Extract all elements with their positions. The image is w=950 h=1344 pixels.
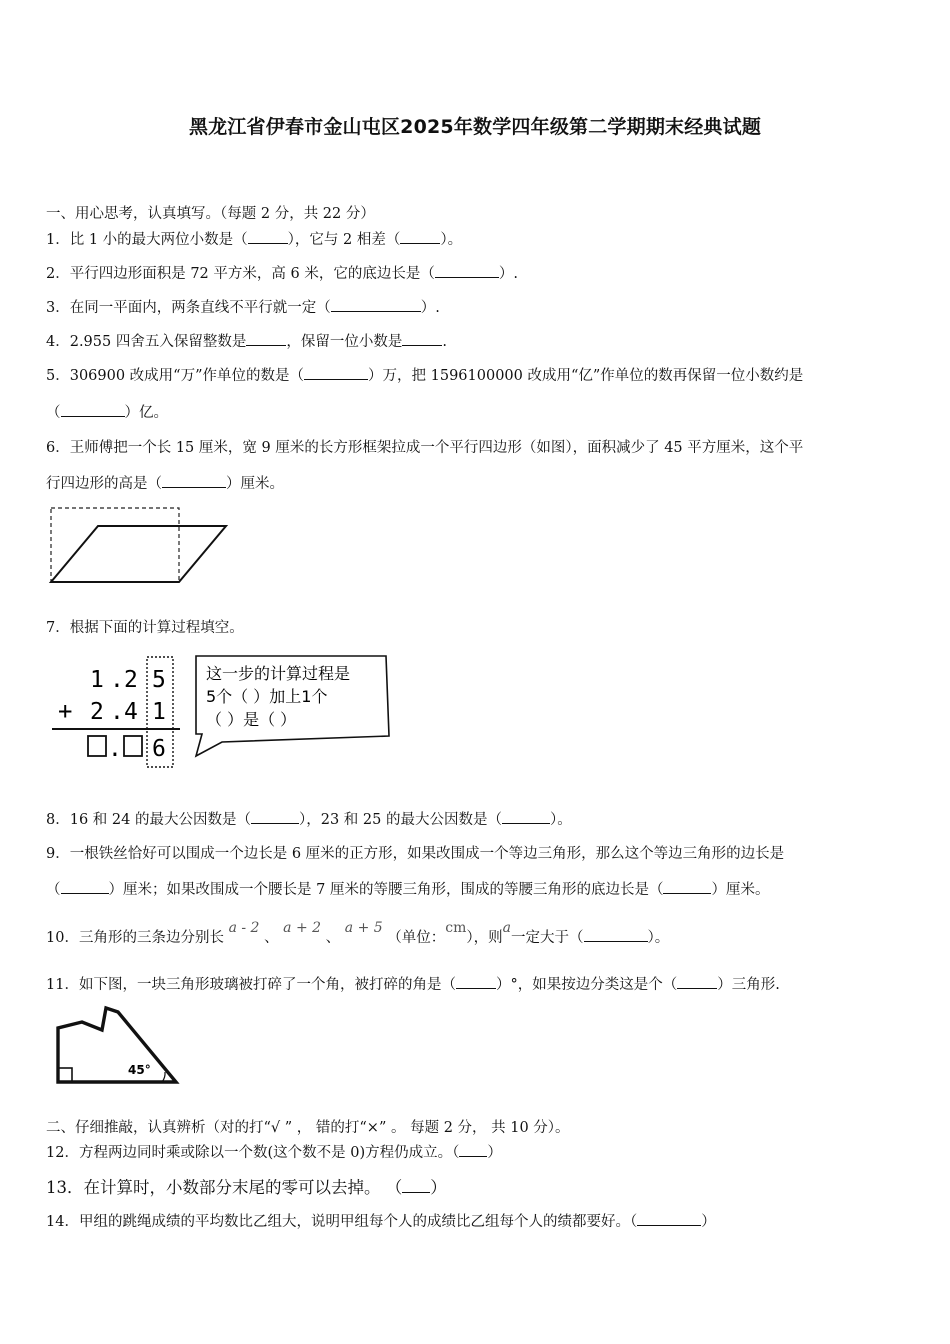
question-5: 5．306900 改成用“万”作单位的数是（ ）万，把 1596100000 改成用“亿”作单位的数再保留一位小数约是 [46, 368, 804, 384]
answer-blank[interactable] [584, 941, 648, 942]
right-angle-mark [58, 1068, 72, 1082]
question-6: 6．王师傅把一个长 15 厘米，宽 9 厘米的长方形框架拉成一个平行四边形（如图），面积减少了 45 平方厘米，这个平 [46, 440, 804, 456]
bubble-text-3: （ ）是（ ） [206, 710, 297, 729]
broken-triangle [58, 1008, 176, 1082]
digit: 2 [124, 667, 138, 693]
section-1-heading: 一、用心思考，认真填写。（每题 2 分，共 22 分） [46, 206, 375, 222]
decimal-point: . [110, 667, 124, 693]
answer-blank[interactable] [677, 988, 717, 989]
question-11: 11．如下图，一块三角形玻璃被打碎了一个角，被打碎的角是（ ）°，如果按边分类这是个（ ）三角形. [46, 977, 780, 993]
question-6-cont: 行四边形的高是（ ）厘米。 [46, 476, 284, 492]
question-4: 4．2.955 四舍五入保留整数是 ，保留一位小数是 . [46, 334, 447, 350]
angle-label: 45° [128, 1063, 151, 1077]
unit: cm [445, 920, 467, 936]
question-1: 1．比 1 小的最大两位小数是（ ），它与 2 相差（ ）。 [46, 232, 463, 248]
answer-blank[interactable] [663, 893, 711, 894]
expression: a - 2 [228, 920, 260, 936]
result-box[interactable] [124, 736, 142, 756]
question-12: 12．方程两边同时乘或除以一个数(这个数不是 0)方程仍成立。（ ） [46, 1145, 502, 1161]
bubble-text-1: 这一步的计算过程是 [206, 664, 351, 683]
answer-blank[interactable] [246, 345, 286, 346]
result-digit: 6 [152, 736, 166, 762]
expression: a + 2 [283, 920, 322, 936]
answer-blank[interactable] [402, 1192, 430, 1193]
parallelogram-figure [46, 504, 236, 588]
answer-blank[interactable] [459, 1156, 487, 1157]
section-2-heading: 二、仔细推敲，认真辨析（对的打“√ ” ， 错的打“×” 。 每题 2 分， 共 10 分）。 [46, 1120, 570, 1136]
answer-blank[interactable] [331, 311, 421, 312]
parallelogram [51, 526, 226, 582]
question-13: 13．在计算时，小数部分末尾的零可以去掉。 （ ） [46, 1178, 447, 1197]
decimal-point: . [110, 699, 124, 725]
answer-blank[interactable] [502, 823, 550, 824]
question-9-cont: （ ）厘米；如果改围成一个腰长是 7 厘米的等腰三角形，围成的等腰三角形的底边长是（ ）厘米。 [46, 882, 770, 898]
digit-highlighted: 1 [152, 699, 166, 725]
digit: 4 [124, 699, 138, 725]
expression: a + 5 [344, 920, 383, 936]
answer-blank[interactable] [61, 893, 109, 894]
plus-sign: + [58, 697, 73, 725]
broken-triangle-figure [52, 1004, 184, 1088]
question-9: 9．一根铁丝恰好可以围成一个边长是 6 厘米的正方形，如果改围成一个等边三角形，那么这个等边三角形的边长是 [46, 846, 785, 862]
question-10: 10．三角形的三条边分别长 a - 2 、 a + 2 、 a + 5 （单位：cm），则a一定大于（ ）。 [46, 920, 670, 946]
answer-blank[interactable] [304, 379, 368, 380]
digit: 2 [90, 699, 104, 725]
decimal-point: . [108, 736, 122, 762]
question-7: 7．根据下面的计算过程填空。 [46, 620, 244, 636]
digit: 1 [90, 667, 104, 693]
addition-figure [46, 652, 396, 772]
question-3: 3．在同一平面内，两条直线不平行就一定（ ）. [46, 300, 440, 316]
question-5-cont: （ ）亿。 [46, 405, 168, 421]
answer-blank[interactable] [251, 823, 299, 824]
answer-blank[interactable] [248, 243, 288, 244]
variable: a [502, 920, 512, 936]
answer-blank[interactable] [400, 243, 440, 244]
answer-blank[interactable] [402, 345, 442, 346]
original-rectangle [51, 508, 179, 582]
result-box[interactable] [88, 736, 106, 756]
digit-highlighted: 5 [152, 667, 166, 693]
question-14: 14．甲组的跳绳成绩的平均数比乙组大，说明甲组每个人的成绩比乙组每个人的绩都要好。（ ） [46, 1214, 716, 1230]
answer-blank[interactable] [435, 277, 499, 278]
answer-blank[interactable] [456, 988, 496, 989]
question-8: 8．16 和 24 的最大公因数是（ ），23 和 25 的最大公因数是（ ）。 [46, 812, 572, 828]
answer-blank[interactable] [637, 1225, 701, 1226]
bubble-text-2: 5个（ ）加上1个 [206, 687, 328, 706]
page-title: 黑龙江省伊春市金山屯区2025年数学四年级第二学期期末经典试题 [188, 116, 762, 138]
answer-blank[interactable] [162, 487, 226, 488]
answer-blank[interactable] [61, 416, 125, 417]
question-2: 2．平行四边形面积是 72 平方米，高 6 米，它的底边长是（ ）. [46, 266, 518, 282]
